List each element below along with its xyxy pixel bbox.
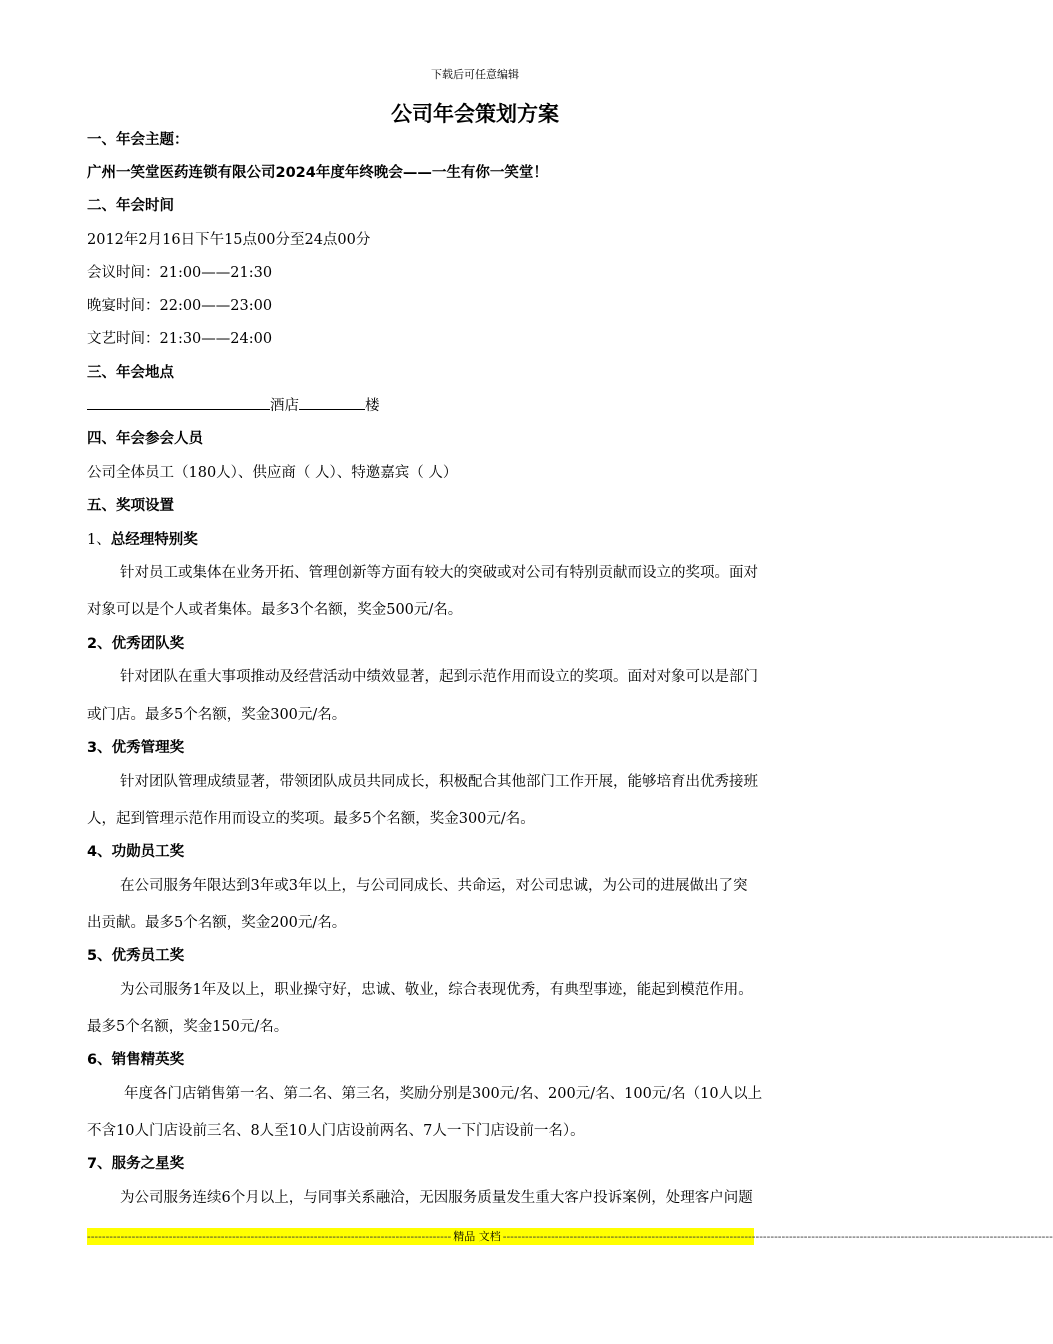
award6-desc-line1: 年度各门店销售第一名、第二名、第三名，奖励分别是300元/名、200元/名、100元/名（10人以上	[124, 1086, 763, 1102]
award4-desc-line1: 在公司服务年限达到3年或3年以上，与公司同成长、共命运，对公司忠诚，为公司的进展做出了突	[120, 878, 748, 894]
award2-desc-line1: 针对团队在重大事项推动及经营活动中绩效显著，起到示范作用而设立的奖项。面对对象可以是部门	[120, 669, 758, 685]
award1-title: 总经理特别奖	[110, 532, 198, 548]
award4-desc-line2: 出贡献。最多5个名额，奖金200元/名。	[87, 915, 347, 931]
award2-desc-line2: 或门店。最多5个名额，奖金300元/名。	[87, 707, 347, 723]
hotel-blank	[87, 394, 270, 410]
header-note: 下载后可任意编辑	[431, 68, 519, 81]
meeting-time: 会议时间：21:00——21:30	[87, 265, 273, 281]
award1-heading	[87, 528, 198, 549]
award5-title: 5、优秀员工奖	[87, 948, 185, 964]
floor-label: 楼	[365, 398, 380, 414]
floor-blank	[299, 394, 365, 410]
footer-banner	[87, 1228, 1053, 1245]
award1-number: 1、	[87, 532, 111, 548]
section-heading-awards: 五、奖项设置	[87, 498, 174, 514]
hotel-label: 酒店	[270, 398, 299, 414]
section-heading-time: 二、年会时间	[87, 198, 174, 214]
event-date: 2012年2月16日下午15点00分至24点00分	[87, 232, 371, 248]
venue-line	[87, 394, 380, 415]
footer-dashes-left: --------------------------------------------------------------------------------------------------	[87, 1230, 452, 1243]
award6-desc-line2: 不含10人门店设前三名、8人至10人门店设前两名、7人一下门店设前一名）。	[87, 1123, 585, 1139]
award3-desc-line1: 针对团队管理成绩显著，带领团队成员共同成长，积极配合其他部门工作开展，能够培育出优秀接班	[120, 774, 758, 790]
section-heading-venue: 三、年会地点	[87, 365, 174, 381]
award6-title: 6、销售精英奖	[87, 1052, 185, 1068]
dinner-time: 晚宴时间：22:00——23:00	[87, 298, 273, 314]
award7-title: 7、服务之星奖	[87, 1156, 185, 1172]
award1-desc-line1: 针对员工或集体在业务开拓、管理创新等方面有较大的突破或对公司有特别贡献而设立的奖项。面对	[120, 565, 758, 581]
award3-desc-line2: 人，起到管理示范作用而设立的奖项。最多5个名额，奖金300元/名。	[87, 811, 535, 827]
page-title: 公司年会策划方案	[391, 102, 559, 126]
award7-desc-line1: 为公司服务连续6个月以上，与同事关系融洽，无因服务质量发生重大客户投诉案例，处理客户问题	[120, 1190, 753, 1206]
award1-desc-line2: 对象可以是个人或者集体。最多3个名额，奖金500元/名。	[87, 602, 463, 618]
section-heading-attendees: 四、年会参会人员	[87, 431, 203, 447]
award5-desc-line1: 为公司服务1年及以上，职业操守好，忠诚、敬业，综合表现优秀，有典型事迹，能起到模范作用。	[120, 982, 753, 998]
footer-dashes-right: ----------------------------------------------------------------------------------------------------------------------------------------------------	[502, 1230, 1053, 1243]
show-time: 文艺时间：21:30——24:00	[87, 331, 273, 347]
award4-title: 4、功勋员工奖	[87, 844, 185, 860]
award5-desc-line2: 最多5个名额，奖金150元/名。	[87, 1019, 289, 1035]
award3-title: 3、优秀管理奖	[87, 740, 185, 756]
section-heading-theme: 一、年会主题：	[87, 132, 189, 148]
award2-title: 2、优秀团队奖	[87, 636, 185, 652]
theme-text: 广州一笑堂医药连锁有限公司2024年度年终晚会——一生有你一笑堂！	[87, 165, 548, 181]
attendees-text: 公司全体员工（180人）、供应商（ 人）、特邀嘉宾（ 人）	[87, 465, 458, 481]
footer-label: 精品 文档	[453, 1230, 501, 1243]
